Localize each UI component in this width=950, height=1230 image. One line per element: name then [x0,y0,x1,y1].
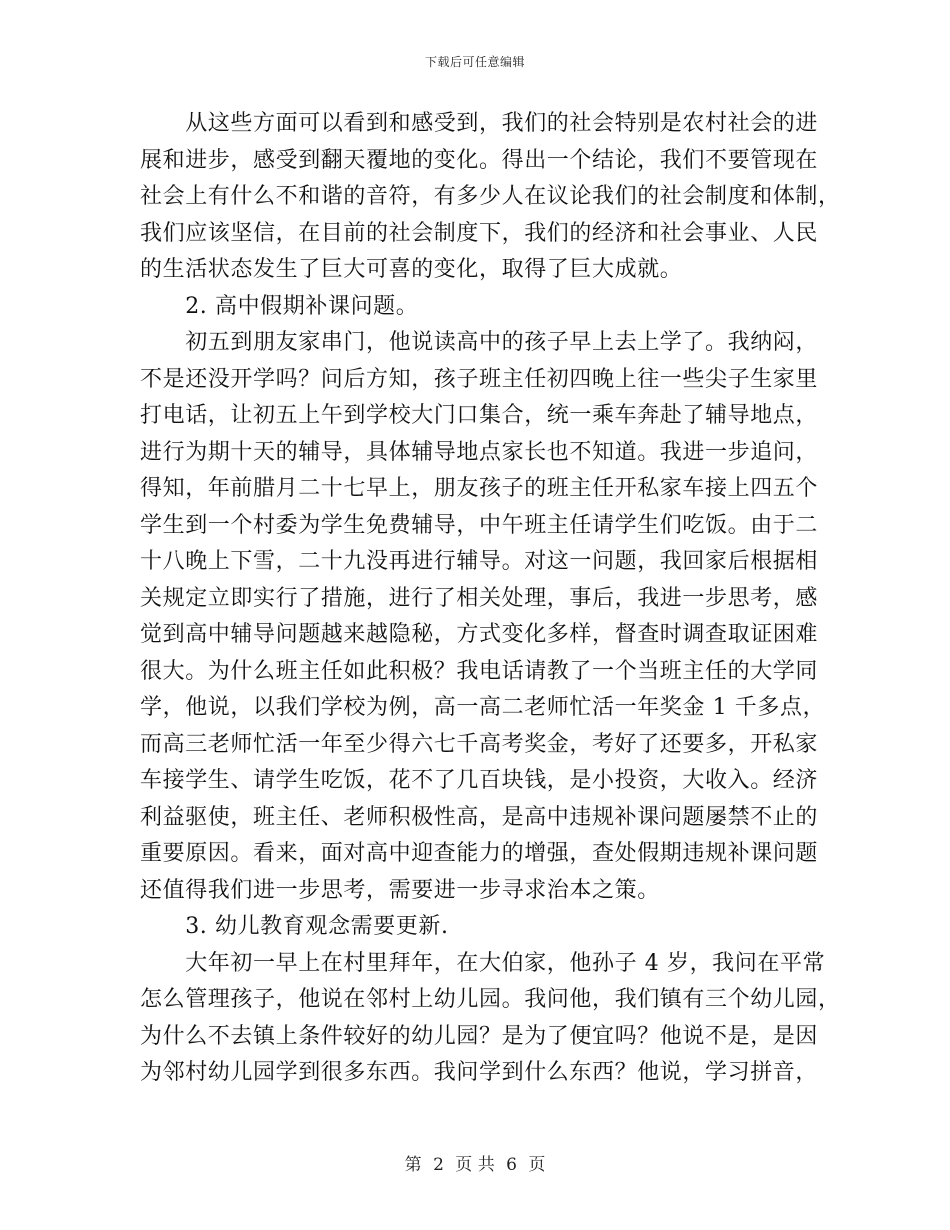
text-line: 的生活状态发生了巨大可喜的变化，取得了巨大成就。 [140,257,683,282]
page-label-suffix: 页 [528,1155,546,1175]
text-line: 从这些方面可以看到和感受到，我们的社会特别是农村社会的进 [140,111,819,136]
page-header: 下载后可任意编辑 [424,55,525,69]
text-line: 学，他说，以我们学校为例，高一高二老师忙活一年奖金 1 千多点， [140,695,826,720]
text-line: 而高三老师忙活一年至少得六七千高考奖金，考好了还要多，开私家 [140,731,819,757]
page-label-prefix: 第 [404,1155,422,1175]
text-line: 很大。为什么班主任如此积极？我电话请教了一个当班主任的大学同 [140,658,819,684]
text-line: 觉到高中辅导问题越来越隐秘，方式变化多样，督查时调查取证困难 [140,622,819,647]
text-line: 不是还没开学吗？问后方知，孩子班主任初四晚上往一些尖子生家里 [140,366,819,392]
text-line: 得知，年前腊月二十七早上，朋友孩子的班主任开私家车接上四五个 [140,476,819,501]
text-line: 为邻村幼儿园学到很多东西。我问学到什么东西？他说，学习拼音， [140,1060,819,1085]
text-line: 还值得我们进一步思考，需要进一步寻求治本之策。 [140,877,660,903]
text-line: 为什么不去镇上条件较好的幼儿园？是为了便宜吗？他说不是，是因 [140,1023,819,1049]
text-line: 关规定立即实行了措施，进行了相关处理，事后，我进一步思考，感 [140,585,819,611]
text-line: 打电话，让初五上午到学校大门口集合，统一乘车奔赴了辅导地点， [140,403,819,428]
text-line: 重要原因。看来，面对高中迎查能力的增强，查处假期违规补课问题 [140,841,819,866]
text-line: 展和进步，感受到翻天覆地的变化。得出一个结论，我们不要管现在 [140,147,819,173]
text-line: 进行为期十天的辅导，具体辅导地点家长也不知道。我进一步追问， [140,439,819,465]
text-line: 大年初一早上在村里拜年，在大伯家，他孙子 4 岁，我问在平常 [140,950,826,976]
text-line: 初五到朋友家串门，他说读高中的孩子早上去上学了。我纳闷， [140,330,819,355]
document-body [140,106,841,1092]
text-line: 十八晚上下雪，二十九没再进行辅导。对这一问题，我回家后根据相 [140,549,819,574]
text-line: 怎么管理孩子，他说在邻村上幼儿园。我问他，我们镇有三个幼儿园， [140,987,841,1012]
text-line: 学生到一个村委为学生免费辅导，中午班主任请学生们吃饭。由于二 [140,512,819,538]
section-heading-2: 2. 高中假期补课问题。 [140,293,419,319]
total-pages-number: 6 [506,1155,517,1175]
page-label-middle: 页 共 [455,1155,495,1175]
text-line: 社会上有什么不和谐的音符，有多少人在议论我们的社会制度和体制， [140,184,841,209]
section-heading-3: 3. 幼儿教育观念需要更新. [140,914,449,939]
text-line: 我们应该坚信，在目前的社会制度下，我们的经济和社会事业、人民 [140,220,819,246]
current-page-number: 2 [433,1155,444,1175]
page-footer [0,1150,950,1175]
text-line: 利益驱使，班主任、老师积极性高，是高中违规补课问题屡禁不止的 [140,804,819,830]
text-line: 车接学生、请学生吃饭，花不了几百块钱，是小投资，大收入。经济 [140,768,819,793]
